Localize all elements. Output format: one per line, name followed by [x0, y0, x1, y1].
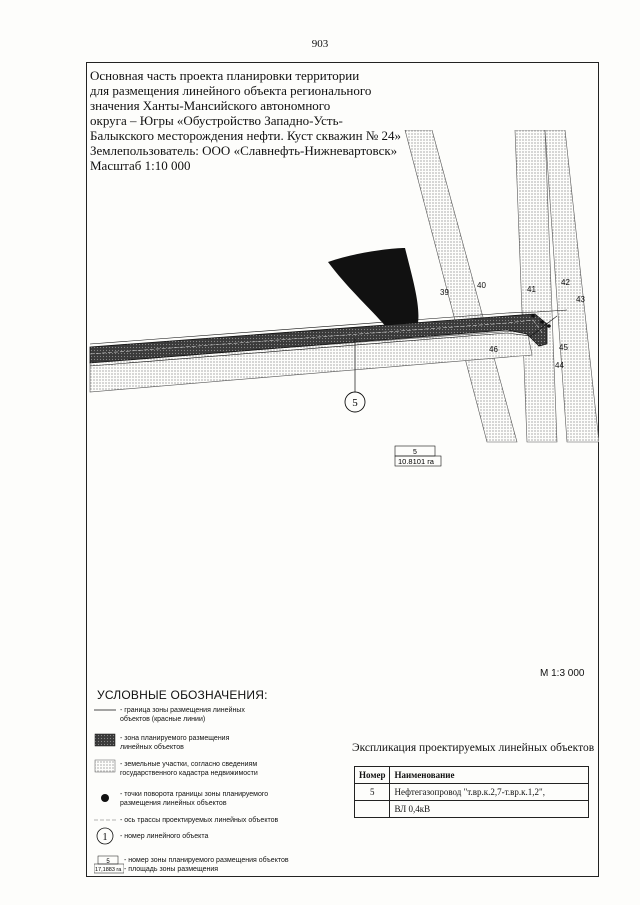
page-number: 903 [311, 38, 329, 50]
table-cell-name: Нефтегазопровод "т.вр.к.2,7-т.вр.к.1,2", [390, 784, 589, 801]
cadastral-strip-left [405, 130, 517, 442]
point-label: 46 [489, 345, 498, 354]
table-header-row [355, 767, 589, 784]
point-label: 40 [477, 281, 486, 290]
table-cell-number: 5 [355, 784, 390, 801]
turning-point [540, 320, 544, 324]
turning-point [547, 324, 551, 328]
inset-scale: М 1:3 000 [540, 668, 585, 679]
legend-sample-zone-number: 5 [106, 859, 110, 865]
legend-sample-number: 1 [102, 832, 108, 843]
legend-zone-box [94, 855, 124, 877]
legend-sample-zone-area: 17,1883 га [95, 867, 122, 873]
legend-item-zone-number: - номер зоны планируемого размещения объектов [124, 857, 289, 864]
legend-title: УСЛОВНЫЕ ОБОЗНАЧЕНИЯ: [97, 688, 268, 702]
point-label: 45 [559, 343, 568, 352]
turning-point [531, 314, 535, 318]
title-line: Основная часть проекта планировки территории [90, 68, 360, 83]
title-line: для размещения линейного объекта регионального [90, 83, 372, 98]
legend-item-planned-zone: - зона планируемого размещения линейных объектов [120, 735, 230, 751]
title-line: значения Ханты-Мансийского автономного [90, 98, 331, 113]
object-number: 5 [352, 397, 358, 409]
point-label: 42 [561, 278, 570, 287]
table-header-name: Наименование [390, 767, 589, 784]
legend-item-turning-points: - точки поворота границы зоны планируемого размещения линейных объектов [120, 791, 269, 807]
table-header-number: Номер [355, 767, 390, 784]
point-label: 41 [527, 285, 536, 294]
explication-table [354, 766, 589, 818]
legend-item-zone-area: - площадь зоны размещения [124, 866, 219, 873]
legend-item-object-number: - номер линейного объекта [120, 833, 209, 840]
zone-area: 10.8101 га [398, 457, 434, 466]
explication-title: Экспликация проектируемых линейных объектов [352, 742, 595, 754]
map-drawing [87, 130, 599, 470]
point-label: 39 [440, 288, 449, 297]
zone-number: 5 [413, 449, 417, 456]
legend-item-route-axis: - ось трассы проектируемых линейных объектов [120, 817, 279, 824]
point-label: 44 [555, 361, 564, 370]
title-line: округа – Югры «Обустройство Западно-Усть- [90, 113, 343, 128]
table-cell-name: ВЛ 0,4кВ [390, 801, 589, 818]
table-row [355, 801, 589, 818]
pad-shape [328, 248, 418, 328]
table-cell-number [355, 801, 390, 818]
table-row [355, 784, 589, 801]
legend-item-land-plots: - земельные участки, согласно сведениям государственного кадастра недвижимости [120, 761, 258, 777]
legend-item-boundary: - граница зоны размещения линейных объектов (красные линии) [120, 707, 245, 723]
title-line: Балыкского месторождения нефти. Куст скважин № 24» [90, 128, 401, 143]
scale-line: Масштаб 1:10 000 [90, 158, 191, 173]
land-user-line: Землепользователь: ООО «Славнефть-Нижневартовск» [90, 143, 398, 158]
point-label: 43 [576, 295, 585, 304]
